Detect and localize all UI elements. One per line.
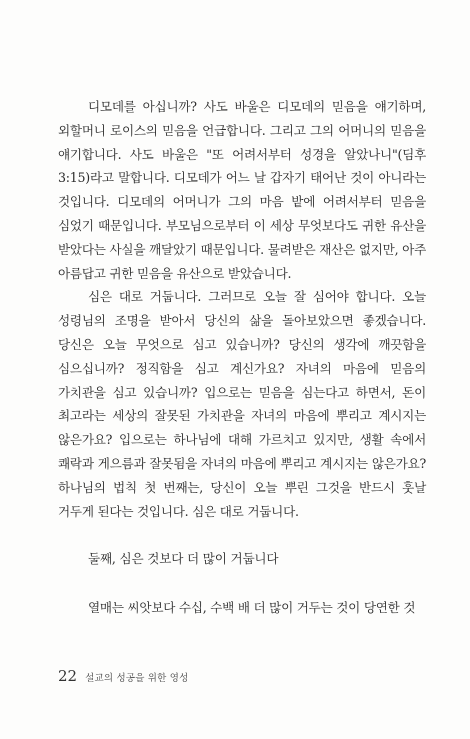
paragraph-reap-what-you-sow: 심은 대로 거둡니다. 그러므로 오늘 잘 심어야 합니다. 오늘 성령님의 조명을 받아서 당신의 삶을 돌아보았으면 좋겠습니다. 당신은 오늘 무엇으로 심고 있습니까? 당신의 생각에 깨끗함을 심으십니까? 정직함을 심고 계신가요? 자녀의 마음에 믿음의 가치관을 심고 있습니까? 입으로는 믿음을 심는다고 하면서, 돈이 최고라는 세상의 잘못된 가치관을 자녀의 마음에 뿌리고 계시지는 않은가요? 입으로는 하나님에 대해 가르치고 있지만, 생활 속에서 쾌락과 게으름과 잘못됨을 자녀의 마음에 뿌리고 계시지는 않은가요? 하나님의 법칙 첫 번째는, 당신이 오늘 뿌린 그것을 반드시 훗날 거두게 된다는 것입니다. 심은 대로 거둡니다. — [58, 289, 426, 519]
body-text — [58, 95, 426, 523]
paragraph-timothy-faith: 디모데를 아십니까? 사도 바울은 디모데의 믿음을 얘기하며, 외할머니 로이스의 믿음을 언급합니다. 그리고 그의 어머니의 믿음을 얘기합니다. 사도 바울은 "또 어려서부터 성경을 알았나니"(딤후 3:15)라고 말합니다. 디모데가 어느 날 갑자기 태어난 것이 아니라는 것입니다. 디모데의 어머니가 그의 마음 밭에 어려서부터 믿음을 심었기 때문입니다. 부모님으로부터 이 세상 무엇보다도 귀한 유산을 받았다는 사실을 깨달았기 때문입니다. 물려받은 재산은 없지만, 아주 아름답고 귀한 믿음을 유산으로 받았습니다. — [58, 99, 426, 281]
paragraph-continuation: 열매는 씨앗보다 수십, 수백 배 더 많이 거두는 것이 당연한 것 — [88, 600, 416, 615]
running-title: 설교의 성공을 위한 영성 — [85, 673, 189, 684]
page-footer — [58, 667, 189, 685]
section-heading: 둘째, 심은 것보다 더 많이 거둡니다 — [88, 551, 279, 566]
page-number: 22 — [58, 667, 78, 685]
